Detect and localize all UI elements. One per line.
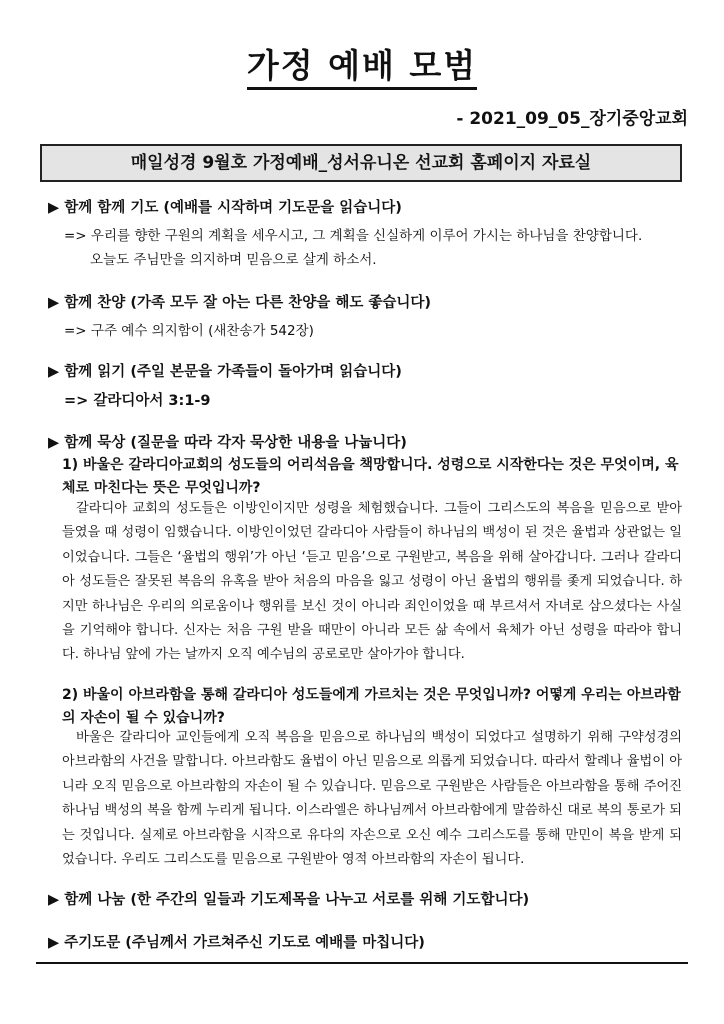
lords-prayer-heading: ▶ 주기도문 (주님께서 가르쳐주신 기도로 예배를 마칩니다) (48, 935, 425, 951)
prayer-line-1: => 우리를 향한 구원의 계획을 세우시고, 그 계획을 신실하게 이루어 가시는 하나님을 찬양합니다. (64, 228, 643, 244)
question-2: 2) 바울이 아브라함을 통해 갈라디아 성도들에게 가르치는 것은 무엇입니까? 어떻게 우리는 아브라함의 자손이 될 수 있습니까? (62, 687, 681, 726)
sharing-heading: ▶ 함께 나눔 (한 주간의 일들과 기도제목을 나누고 서로를 위해 기도합니다) (48, 892, 530, 908)
question-1: 1) 바울은 갈라디아교회의 성도들의 어리석음을 책망합니다. 성령으로 시작한다는 것은 무엇이며, 육체로 마친다는 뜻은 무엇입니까? (62, 457, 679, 496)
praise-line: => 구주 예수 의지함이 (새찬송가 542장) (64, 323, 314, 339)
prayer-line-2: 오늘도 주님만을 의지하며 믿음으로 살게 하소서. (90, 252, 377, 268)
praise-heading: ▶ 함께 찬양 (가족 모두 잘 아는 다른 찬양을 해도 좋습니다) (48, 295, 432, 311)
page-title: 가정 예배 모범 (0, 40, 724, 87)
prayer-heading: ▶ 함께 함께 기도 (예배를 시작하며 기도문을 읽습니다) (48, 200, 402, 216)
reading-line: => 갈라디아서 3:1-9 (64, 393, 211, 409)
answer-1: 갈라디아 교회의 성도들은 이방인이지만 성령을 체험했습니다. 그들이 그리스도의 복음을 믿음으로 받아들였을 때 성령이 임했습니다. 이방인이었던 갈라디아 사람들이 하나님의 백성이 된 것은 율법과 상관없는 일이었습니다. 그들은 ‘율법의 행위’가 아닌 ‘듣고 믿음’으로 구원받고, 복음을 위해 살아갑니다. 그러나 갈라디아 성도들은 잘못된 복음의 유혹을 받아 처음의 마음을 잃고 성령이 아닌 율법의 행위를 좇게 되었습니다. 하지만 하나님은 우리의 의로움이나 행위를 보신 것이 아니라 죄인이었을 때 부르셔서 자녀로 삼으셨다는 사실을 기억해야 합니다. 신자는 처음 구원 받을 때만이 아니라 모든 삶 속에서 육체가 아닌 성령을 따라야 합니다. 하나님 앞에 가는 날까지 오직 예수님의 공로로만 살아가야 합니다. (62, 501, 682, 663)
reading-heading: ▶ 함께 읽기 (주일 본문을 가족들이 돌아가며 읽습니다) (48, 364, 402, 380)
dateline: - 2021_09_05_장기중앙교회 (456, 109, 688, 129)
meditation-heading: ▶ 함께 묵상 (질문을 따라 각자 묵상한 내용을 나눕니다) (48, 435, 407, 451)
source-banner: 매일성경 9월호 가정예배_성서유니온 선교회 홈페이지 자료실 (40, 144, 682, 182)
bottom-divider (36, 962, 688, 964)
answer-2: 바울은 갈라디아 교인들에게 오직 복음을 믿음으로 하나님의 백성이 되었다고 설명하기 위해 구약성경의 아브라함의 사건을 말합니다. 아브라함도 율법이 아닌 믿음으로 의롭게 되었습니다. 따라서 할례나 율법이 아니라 오직 믿음으로 아브라함의 자손이 될 수 있습니다. 믿음으로 구원받은 사람들은 아브라함을 통해 주어진 하나님 백성의 복을 함께 누리게 됩니다. 이스라엘은 하나님께서 아브라함에게 말씀하신 대로 복의 통로가 되는 것입니다. 실제로 아브라함을 시작으로 유다의 자손으로 오신 예수 그리스도를 통해 만민이 복을 받게 되었습니다. 우리도 그리스도를 믿음으로 구원받아 영적 아브라함의 자손이 됩니다. (62, 730, 682, 868)
